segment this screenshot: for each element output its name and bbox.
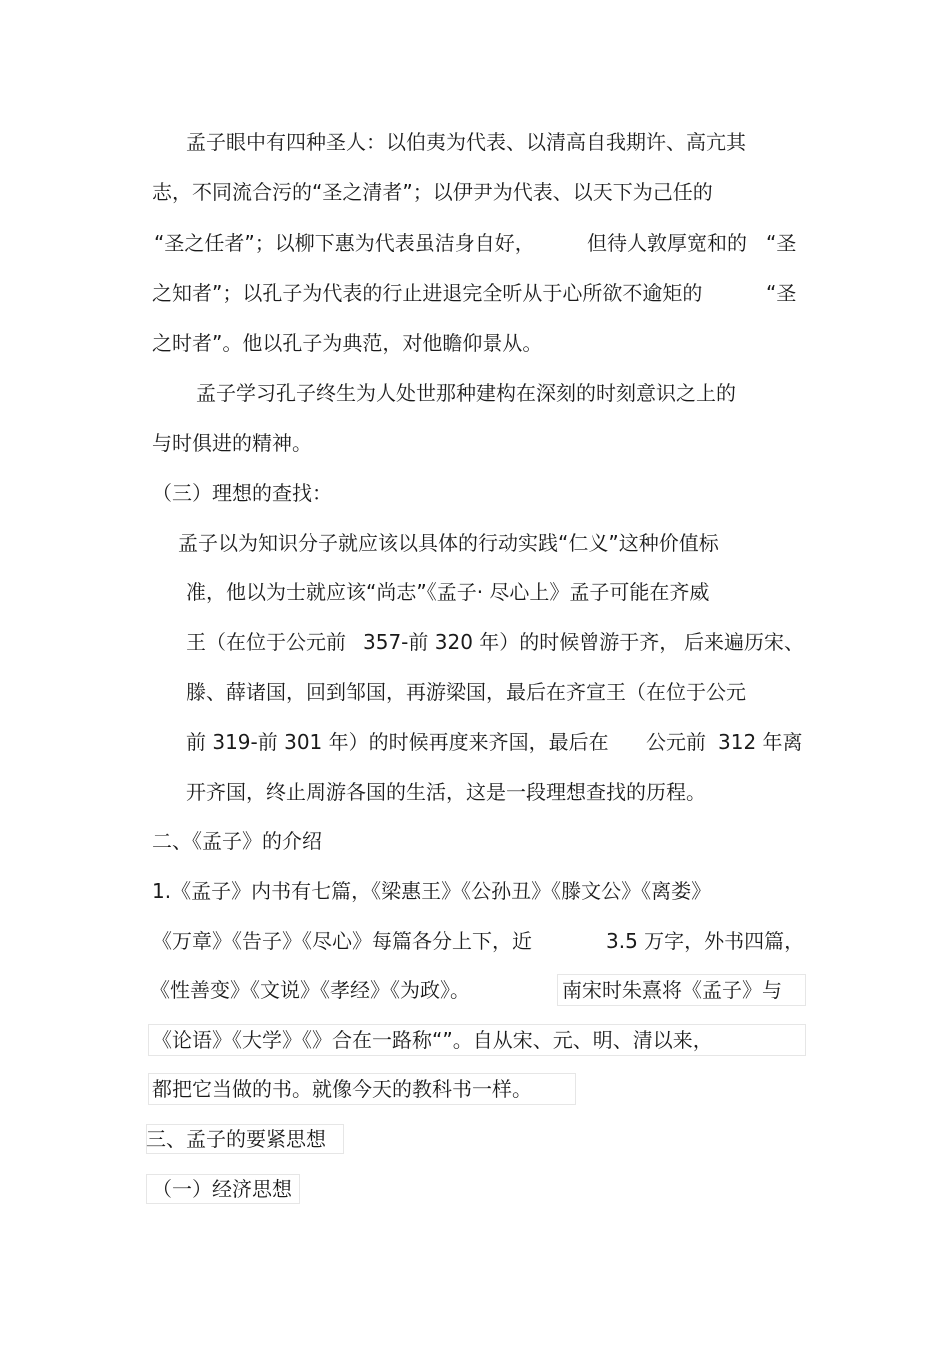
paragraph-line: 3.5 万字，外书四篇， [606,929,805,953]
paragraph-line: 与时俱进的精神。 [152,431,312,455]
paragraph-line: 都把它当做的书。就像今天的教科书一样。 [152,1077,532,1101]
paragraph-line: 志，不同流合污的“圣之清者”；以伊尹为代表、以天下为己任的 [152,180,713,204]
paragraph-line: 《论语》《大学》《》合在一路称“”。自从宋、元、明、清以来， [152,1028,713,1052]
paragraph-line: 孟子以为知识分子就应该以具体的行动实践“仁义”这种价值标 [178,531,719,555]
paragraph-line: 312 年离 [718,730,803,754]
section-heading: 三、孟子的要紧思想 [146,1127,326,1151]
paragraph-line: “圣之任者”；以柳下惠为代表虽洁身自好， [154,231,535,255]
paragraph-line: 《万章》《告子》《尽心》每篇各分上下，近 [152,929,532,953]
paragraph-line: 开齐国，终止周游各国的生活，这是一段理想查找的历程。 [186,780,706,804]
paragraph-line: 之知者”；以孔子为代表的行止进退完全听从于心所欲不逾矩的 [152,281,703,305]
paragraph-line: 《性善变》《文说》《孝经》《为政》。 [150,978,470,1002]
paragraph-line: 孟子眼中有四种圣人：以伯夷为代表、以清高自我期许、高亢其 [186,130,746,154]
paragraph-line: 王（在位于公元前 [186,630,346,654]
paragraph-line: 357-前 320 年）的时候曾游于齐， [363,630,680,654]
paragraph-line: 1.《孟子》内书有七篇，《梁惠王》《公孙丑》《滕文公》《离娄》 [152,879,712,903]
paragraph-line: “圣 [766,231,797,255]
paragraph-line: 后来遍历宋、 [684,630,804,654]
subsection-heading: （三）理想的查找： [152,481,332,505]
paragraph-line: 但待人敦厚宽和的 [587,231,747,255]
paragraph-line: 前 319-前 301 年）的时候再度来齐国，最后在 [186,730,609,754]
section-heading: 二、《孟子》的介绍 [152,829,322,853]
paragraph-line: 滕、薛诸国，回到邹国，再游梁国，最后在齐宣王（在位于公元 [186,680,746,704]
paragraph-line: 准，他以为士就应该“尚志”《孟子· 尽心上》孟子可能在齐威 [186,580,710,604]
paragraph-line: 公元前 [646,730,706,754]
paragraph-line: 之时者”。他以孔子为典范，对他瞻仰景从。 [152,331,543,355]
paragraph-line: “圣 [766,281,797,305]
paragraph-line: 南宋时朱熹将《孟子》与 [562,978,782,1002]
paragraph-line: 孟子学习孔子终生为人处世那种建构在深刻的时刻意识之上的 [196,381,736,405]
subsection-heading: （一）经济思想 [152,1177,292,1201]
